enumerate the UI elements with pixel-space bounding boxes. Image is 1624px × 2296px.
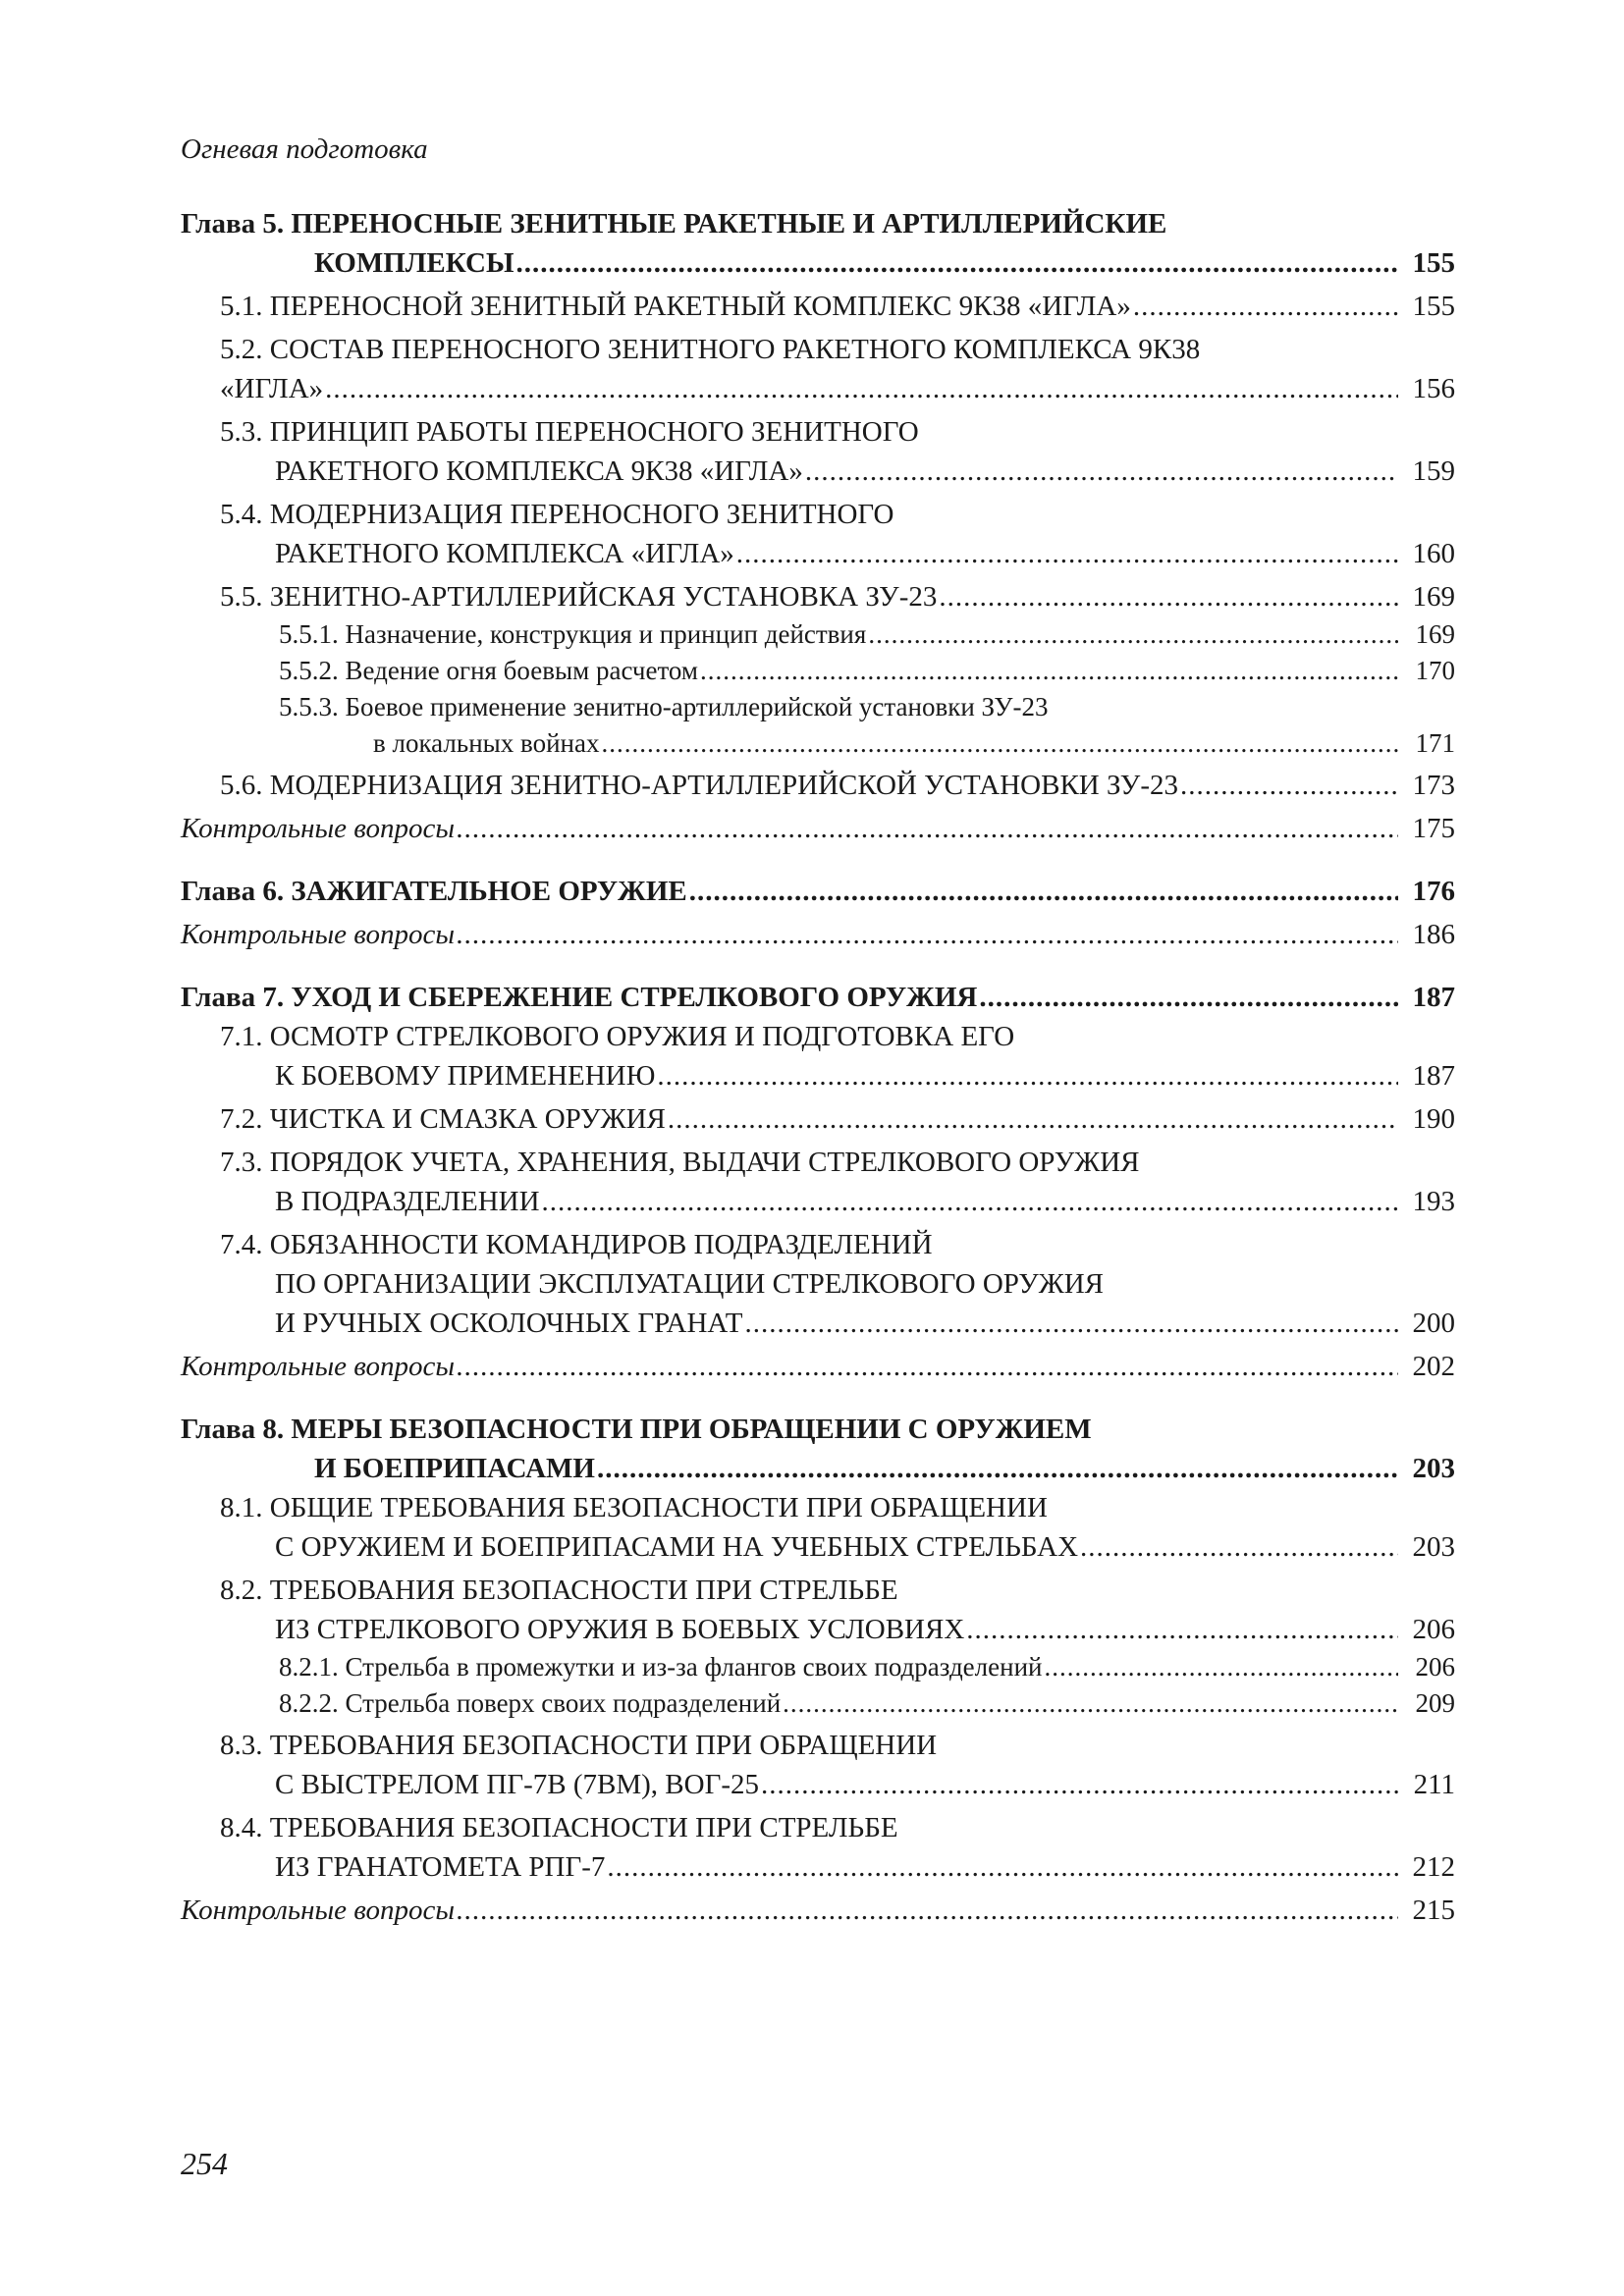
toc-entry-text: 7.4. ОБЯЗАННОСТИ КОМАНДИРОВ ПОДРАЗДЕЛЕНИЙ [220,1229,933,1260]
toc-page-number: 203 [1412,1453,1455,1484]
toc-page-number: 175 [1412,813,1455,844]
toc-entry-text: 8.4. ТРЕБОВАНИЯ БЕЗОПАСНОСТИ ПРИ СТРЕЛЬБЕ [220,1812,898,1843]
toc-entry-8-1[interactable] [181,1488,1455,1567]
toc-entry-text: Глава 6. ЗАЖИГАТЕЛЬНОЕ ОРУЖИЕ [181,876,687,907]
toc-entry-text: С ВЫСТРЕЛОМ ПГ-7В (7ВМ), ВОГ-25 [275,1769,759,1800]
toc-entry-text: РАКЕТНОГО КОМПЛЕКСА «ИГЛА» [275,538,734,569]
toc-page-number: 193 [1412,1186,1455,1217]
toc-page-number: 187 [1412,1060,1455,1092]
dot-leader [668,1099,1398,1139]
toc-entry-text: 5.3. ПРИНЦИП РАБОТЫ ПЕРЕНОСНОГО ЗЕНИТНОГО [220,416,919,448]
toc-entry-text: 8.2.2. Стрельба поверх своих подразделений [279,1688,782,1718]
running-head: Огневая подготовка [181,133,428,165]
toc-page-number: 211 [1413,1769,1455,1800]
toc-entry-text: 7.3. ПОРЯДОК УЧЕТА, ХРАНЕНИЯ, ВЫДАЧИ СТРЕЛКОВОГО ОРУЖИЯ [220,1147,1140,1178]
toc-entry-questions-ch8[interactable] [181,1891,1455,1930]
dot-leader [607,1847,1398,1887]
toc-entry-5-1[interactable] [181,287,1455,326]
toc-entry-text: К БОЕВОМУ ПРИМЕНЕНИЮ [275,1060,656,1092]
dot-leader [542,1182,1398,1221]
dot-leader [805,452,1398,491]
toc-entry-text: И БОЕПРИПАСАМИ [314,1453,595,1484]
toc-entry-7-2[interactable] [181,1099,1455,1139]
toc-entry-text: ИЗ ГРАНАТОМЕТА РПГ-7 [275,1851,606,1883]
toc-page-number: 202 [1412,1351,1455,1382]
toc-entry-text: 8.1. ОБЩИЕ ТРЕБОВАНИЯ БЕЗОПАСНОСТИ ПРИ ОБРАЩЕНИИ [220,1492,1048,1523]
toc-entry-questions-ch7[interactable] [181,1347,1455,1386]
toc-entry-8-2-1[interactable] [181,1649,1455,1685]
toc-page-number: 186 [1412,919,1455,950]
toc-entry-text: Контрольные вопросы [181,1895,455,1926]
toc-page-number: 187 [1412,982,1455,1013]
dot-leader [597,1449,1398,1488]
dot-leader [457,1347,1398,1386]
toc-entry-chapter-8[interactable] [181,1410,1455,1488]
toc-entry-text: 5.5.3. Боевое применение зенитно-артиллерийской установки ЗУ-23 [279,692,1049,721]
toc-entry-5-5-1[interactable] [181,616,1455,653]
toc-entry-text: Глава 7. УХОД И СБЕРЕЖЕНИЕ СТРЕЛКОВОГО ОРУЖИЯ [181,982,978,1013]
toc-page-number: 176 [1412,876,1455,907]
toc-entry-text: РАКЕТНОГО КОМПЛЕКСА 9К38 «ИГЛА» [275,455,803,487]
toc-entry-5-5-3[interactable] [181,689,1455,762]
toc-entry-chapter-6[interactable] [181,872,1455,911]
toc-entry-text: Глава 5. ПЕРЕНОСНЫЕ ЗЕНИТНЫЕ РАКЕТНЫЕ И АРТИЛЛЕРИЙСКИЕ [181,208,1167,240]
toc-entry-8-3[interactable] [181,1726,1455,1804]
toc-entry-8-2-2[interactable] [181,1685,1455,1722]
toc-entry-text: 7.2. ЧИСТКА И СМАЗКА ОРУЖИЯ [220,1103,666,1135]
dot-leader [657,1056,1398,1095]
dot-leader [457,915,1398,954]
toc-page-number: 200 [1412,1308,1455,1339]
toc-entry-text: 5.5.2. Ведение огня боевым расчетом [279,656,698,685]
toc-entry-7-3[interactable] [181,1143,1455,1221]
toc-entry-text: В ПОДРАЗДЕЛЕНИИ [275,1186,540,1217]
toc-page-number: 169 [1415,619,1455,649]
toc-page-number: 155 [1412,247,1455,279]
dot-leader [979,978,1398,1017]
dot-leader [736,534,1398,573]
toc-entry-5-3[interactable] [181,412,1455,491]
toc-page-number: 206 [1412,1614,1455,1645]
dot-leader [966,1610,1398,1649]
toc-entry-5-4[interactable] [181,495,1455,573]
toc-entry-text: Глава 8. МЕРЫ БЕЗОПАСНОСТИ ПРИ ОБРАЩЕНИИ С ОРУЖИЕМ [181,1414,1092,1445]
dot-leader [783,1685,1398,1722]
toc-page-number: 155 [1412,291,1455,322]
dot-leader [745,1304,1398,1343]
toc-page-number: 169 [1412,581,1455,613]
toc-entry-questions-ch5[interactable] [181,809,1455,848]
toc-page-number: 203 [1412,1531,1455,1563]
toc-page-number: 160 [1412,538,1455,569]
toc-page-number: 215 [1412,1895,1455,1926]
dot-leader [325,369,1398,408]
toc-entry-text: в локальных войнах [373,728,600,758]
toc-entry-text: 8.2.1. Стрельба в промежутки и из-за флангов своих подразделений [279,1652,1043,1682]
toc-entry-text: Контрольные вопросы [181,1351,455,1382]
dot-leader [457,809,1398,848]
toc-entry-text: 5.1. ПЕРЕНОСНОЙ ЗЕНИТНЫЙ РАКЕТНЫЙ КОМПЛЕКС 9К38 «ИГЛА» [220,291,1131,322]
dot-leader [601,725,1398,762]
toc-page-number: 206 [1415,1652,1455,1682]
dot-leader [1080,1527,1398,1567]
toc-entry-text: 5.5.1. Назначение, конструкция и принцип действия [279,619,867,649]
toc-entry-5-5-2[interactable] [181,653,1455,689]
toc-page-number: 171 [1415,728,1455,758]
toc-page-number: 209 [1415,1688,1455,1718]
toc-entry-text: Контрольные вопросы [181,813,455,844]
toc-entry-chapter-5[interactable] [181,204,1455,283]
dot-leader [700,653,1398,689]
toc-page-number: 170 [1415,656,1455,685]
dot-leader [515,243,1398,283]
toc-page-number: 212 [1412,1851,1455,1883]
toc-entry-text: ПО ОРГАНИЗАЦИИ ЭКСПЛУАТАЦИИ СТРЕЛКОВОГО ОРУЖИЯ [275,1268,1105,1300]
dot-leader [761,1765,1398,1804]
toc-entry-text: «ИГЛА» [220,373,324,404]
toc-entry-5-6[interactable] [181,766,1455,805]
toc-entry-7-4[interactable] [181,1225,1455,1343]
toc-entry-questions-ch6[interactable] [181,915,1455,954]
toc-entry-text: 7.1. ОСМОТР СТРЕЛКОВОГО ОРУЖИЯ И ПОДГОТОВКА ЕГО [220,1021,1015,1052]
toc-entry-8-2[interactable] [181,1571,1455,1649]
toc-entry-8-4[interactable] [181,1808,1455,1887]
toc-entry-text: 5.4. МОДЕРНИЗАЦИЯ ПЕРЕНОСНОГО ЗЕНИТНОГО [220,499,894,530]
toc-page-number: 190 [1412,1103,1455,1135]
toc-entry-5-5[interactable] [181,577,1455,616]
toc-entry-text: 5.5. ЗЕНИТНО-АРТИЛЛЕРИЙСКАЯ УСТАНОВКА ЗУ-23 [220,581,938,613]
toc-entry-text: С ОРУЖИЕМ И БОЕПРИПАСАМИ НА УЧЕБНЫХ СТРЕЛЬБАХ [275,1531,1079,1563]
toc-entry-text: 5.2. СОСТАВ ПЕРЕНОСНОГО ЗЕНИТНОГО РАКЕТНОГО КОМПЛЕКСА 9К38 [220,334,1201,365]
dot-leader [689,872,1398,911]
dot-leader [868,616,1398,653]
dot-leader [939,577,1398,616]
page-number: 254 [181,2146,228,2181]
toc-entry-text: ИЗ СТРЕЛКОВОГО ОРУЖИЯ В БОЕВЫХ УСЛОВИЯХ [275,1614,965,1645]
toc-page-number: 173 [1412,770,1455,801]
toc-entry-text: КОМПЛЕКСЫ [314,247,514,279]
dot-leader [1133,287,1398,326]
toc-page-number: 159 [1412,455,1455,487]
dot-leader [1180,766,1398,805]
toc-page-number: 156 [1412,373,1455,404]
table-of-contents [181,204,1455,1930]
toc-entry-text: И РУЧНЫХ ОСКОЛОЧНЫХ ГРАНАТ [275,1308,743,1339]
toc-entry-text: 8.3. ТРЕБОВАНИЯ БЕЗОПАСНОСТИ ПРИ ОБРАЩЕНИИ [220,1730,938,1761]
toc-entry-text: 8.2. ТРЕБОВАНИЯ БЕЗОПАСНОСТИ ПРИ СТРЕЛЬБЕ [220,1575,898,1606]
toc-entry-5-2[interactable] [181,330,1455,408]
toc-entry-7-1[interactable] [181,1017,1455,1095]
dot-leader [1044,1649,1398,1685]
dot-leader [457,1891,1398,1930]
toc-entry-chapter-7[interactable] [181,978,1455,1017]
toc-entry-text: 5.6. МОДЕРНИЗАЦИЯ ЗЕНИТНО-АРТИЛЛЕРИЙСКОЙ УСТАНОВКИ ЗУ-23 [220,770,1178,801]
toc-entry-text: Контрольные вопросы [181,919,455,950]
